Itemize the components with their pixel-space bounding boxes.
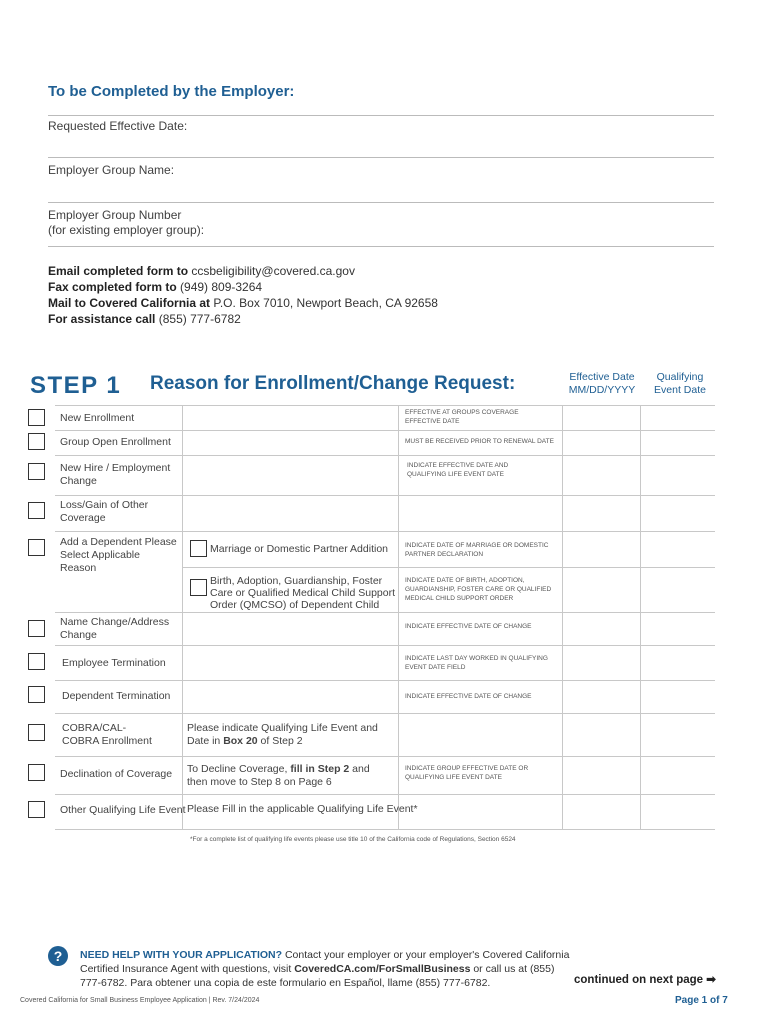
qualifying-date-column-header bbox=[644, 371, 716, 397]
grid-line bbox=[55, 455, 715, 456]
group-name-label: Employer Group Name: bbox=[48, 163, 175, 177]
help-body: Contact your employer or your employer's Covered California Certified Insurance Agent with questions, visit bbox=[80, 949, 570, 975]
group-open-label: Group Open Enrollment bbox=[60, 436, 171, 448]
new-enrollment-note: EFFECTIVE AT GROUPS COVERAGE EFFECTIVE DATE bbox=[405, 409, 519, 425]
declination-desc-text: To Decline Coverage, bbox=[187, 763, 291, 775]
dependent-termination-checkbox[interactable] bbox=[28, 686, 45, 703]
col-effective-line1: Effective Date bbox=[569, 371, 635, 383]
birth-adoption-note: INDICATE DATE OF BIRTH, ADOPTION, GUARDIANSHIP, FOSTER CARE OR QUALIFIED MEDICAL CHILD SUPPORT ORDER bbox=[405, 577, 552, 602]
grid-col bbox=[562, 405, 563, 829]
mail-value: P.O. Box 7010, Newport Beach, CA 92658 bbox=[210, 296, 438, 310]
birth-adoption-label: Birth, Adoption, Guardianship, Foster Care or Qualified Medical Child Support Order (QMCSO) of Dependent Child bbox=[210, 575, 396, 611]
declination-description bbox=[187, 763, 397, 789]
grid-line bbox=[55, 680, 715, 681]
group-number-field[interactable] bbox=[48, 246, 714, 247]
group-open-note: MUST BE RECEIVED PRIOR TO RENEWAL DATE bbox=[405, 438, 554, 445]
name-change-label: Name Change/Address Change bbox=[60, 616, 170, 641]
cobra-checkbox[interactable] bbox=[28, 724, 45, 741]
new-enrollment-checkbox[interactable] bbox=[28, 409, 45, 426]
loss-gain-checkbox[interactable] bbox=[28, 502, 45, 519]
other-qle-label: Other Qualifying Life Event bbox=[60, 804, 186, 816]
help-icon: ? bbox=[48, 946, 68, 966]
marriage-note: INDICATE DATE OF MARRIAGE OR DOMESTIC PARTNER DECLARATION bbox=[405, 542, 549, 558]
grid-line bbox=[55, 405, 715, 406]
dependent-termination-label: Dependent Termination bbox=[62, 690, 171, 702]
group-name-field[interactable] bbox=[48, 202, 714, 203]
employee-termination-note: INDICATE LAST DAY WORKED IN QUALIFYING EVENT DATE FIELD bbox=[405, 655, 548, 671]
footer: Covered California for Small Business Employee Application | Rev. 7/24/2024 bbox=[20, 997, 260, 1004]
email-label: Email completed form to bbox=[48, 264, 189, 278]
help-body-2: or call us at (855) 777-6782. Para obtener una copia de este formulario en Español, llame (855) 777-6782. bbox=[80, 963, 555, 989]
grid-line bbox=[55, 756, 715, 757]
declination-desc-line2: then move to Step 8 on Page 6 bbox=[187, 776, 332, 788]
declination-label: Declination of Coverage bbox=[60, 768, 173, 780]
new-enrollment-label: New Enrollment bbox=[60, 412, 135, 424]
new-hire-label: New Hire / Employment Change bbox=[60, 462, 171, 487]
assist-value: (855) 777-6782 bbox=[155, 312, 241, 326]
col-effective-line2: MM/DD/YYYY bbox=[568, 384, 636, 396]
employee-termination-label: Employee Termination bbox=[62, 657, 166, 669]
step-title: Reason for Enrollment/Change Request: bbox=[150, 373, 516, 394]
new-hire-checkbox[interactable] bbox=[28, 463, 45, 480]
grid-line bbox=[55, 531, 715, 532]
grid-line bbox=[55, 794, 715, 795]
employee-termination-checkbox[interactable] bbox=[28, 653, 45, 670]
declination-desc-line1 bbox=[187, 763, 397, 776]
add-dependent-checkbox[interactable] bbox=[28, 539, 45, 556]
col-qualifying-line1: Qualifying bbox=[656, 371, 704, 383]
cobra-label: COBRA/CAL-COBRA Enrollment bbox=[62, 722, 152, 747]
fax-value: (949) 809-3264 bbox=[176, 280, 263, 294]
grid-line bbox=[182, 567, 715, 568]
mail-label: Mail to Covered California at bbox=[48, 296, 211, 310]
step-label: STEP 1 bbox=[30, 372, 122, 399]
group-number-sublabel: (for existing employer group): bbox=[48, 223, 205, 237]
grid-col bbox=[640, 405, 641, 829]
grid-line bbox=[55, 829, 715, 830]
marriage-checkbox[interactable] bbox=[190, 540, 207, 557]
loss-gain-label: Loss/Gain of Other Coverage bbox=[60, 499, 149, 524]
grid-line bbox=[55, 713, 715, 714]
cobra-desc-line2 bbox=[187, 735, 397, 748]
grid-line bbox=[55, 612, 715, 613]
name-change-note: INDICATE EFFECTIVE DATE OF CHANGE bbox=[405, 623, 532, 630]
grid-col bbox=[182, 405, 183, 829]
grid-line bbox=[55, 430, 715, 431]
contact-info bbox=[48, 263, 438, 327]
cobra-desc-box: Box 20 bbox=[223, 735, 258, 747]
group-number-label: Employer Group Number bbox=[48, 208, 182, 222]
help-lead: NEED HELP WITH YOUR APPLICATION? bbox=[80, 949, 283, 961]
col-qualifying-line2: Event Date bbox=[654, 384, 706, 396]
grid-col bbox=[398, 405, 399, 829]
effective-date-column-header bbox=[562, 371, 642, 397]
cobra-desc-tail: of Step 2 bbox=[257, 735, 303, 747]
continued-note: continued on next page ➡ bbox=[574, 974, 716, 986]
email-value[interactable]: ccsbeligibility@covered.ca.gov bbox=[188, 264, 355, 278]
declination-note: INDICATE GROUP EFFECTIVE DATE OR QUALIFYING LIFE EVENT DATE bbox=[405, 765, 529, 781]
cobra-desc-line1: Please indicate Qualifying Life Event and bbox=[187, 722, 378, 734]
cobra-desc-text: Date in bbox=[187, 735, 224, 747]
divider bbox=[48, 115, 714, 116]
assist-label: For assistance call bbox=[48, 312, 156, 326]
declination-checkbox[interactable] bbox=[28, 764, 45, 781]
fax-label: Fax completed form to bbox=[48, 280, 177, 294]
declination-desc-tail: and bbox=[349, 763, 370, 775]
add-dependent-label: Add a Dependent Please Select Applicable Reason bbox=[60, 536, 177, 574]
other-qle-description: Please Fill in the applicable Qualifying Life Event* bbox=[187, 803, 418, 815]
footnote: *For a complete list of qualifying life events please use title 10 of the California code of Regulations, Section 6524 bbox=[190, 836, 516, 843]
effective-date-label: Requested Effective Date: bbox=[48, 119, 188, 133]
group-open-checkbox[interactable] bbox=[28, 433, 45, 450]
effective-date-field[interactable] bbox=[48, 157, 714, 158]
cobra-description bbox=[187, 722, 397, 748]
new-hire-note: INDICATE EFFECTIVE DATE AND QUALIFYING LIFE EVENT DATE bbox=[407, 462, 509, 478]
help-link[interactable]: CoveredCA.com/ForSmallBusiness bbox=[294, 963, 471, 975]
help-text bbox=[80, 948, 570, 990]
birth-adoption-checkbox[interactable] bbox=[190, 579, 207, 596]
name-change-checkbox[interactable] bbox=[28, 620, 45, 637]
grid-line bbox=[55, 495, 715, 496]
dependent-termination-note: INDICATE EFFECTIVE DATE OF CHANGE bbox=[405, 693, 532, 700]
marriage-label: Marriage or Domestic Partner Addition bbox=[210, 543, 388, 555]
page-number: Page 1 of 7 bbox=[675, 995, 728, 1006]
other-qle-checkbox[interactable] bbox=[28, 801, 45, 818]
employer-section-title: To be Completed by the Employer: bbox=[48, 83, 295, 100]
declination-desc-bold: fill in Step 2 bbox=[290, 763, 350, 775]
grid-line bbox=[55, 645, 715, 646]
